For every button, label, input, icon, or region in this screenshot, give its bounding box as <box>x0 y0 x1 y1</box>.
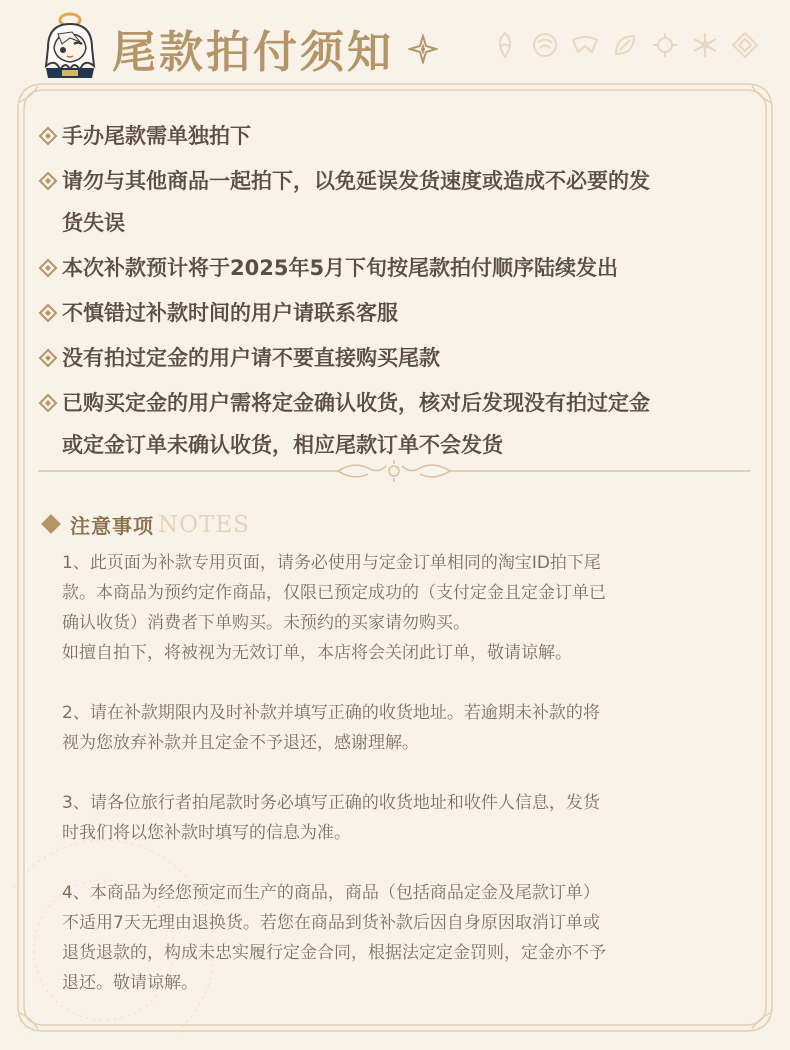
dendro-icon <box>610 30 640 60</box>
diamond-bullet-icon <box>38 385 62 421</box>
diamond-bullet-icon <box>38 295 62 331</box>
cryo-icon <box>690 30 720 60</box>
page-title: 尾款拍付须知 <box>112 27 394 78</box>
list-item-text: 手办尾款需单独拍下 <box>62 124 251 148</box>
hydro-icon <box>650 30 680 60</box>
anemo-icon <box>490 30 520 60</box>
sparkle-icon <box>408 34 438 64</box>
electro-icon <box>570 30 600 60</box>
notes-paragraph: 2、请在补款期限内及时补款并填写正确的收货地址。若逾期未补款的将 视为您放弃补款并且定金不予退还，感谢理解。 <box>62 703 600 753</box>
notes-title-english: NOTES <box>158 512 250 538</box>
notes-paragraph: 4、本商品为经您预定而生产的商品，商品（包括商品定金及尾款订单） 不适用7天无理由退换货。若您在商品到货补款后因自身原因取消订单或 退货退款的，构成未忠实履行定金合同，根据法定定金罚则，定金亦不予 退还。敬请谅解。 <box>62 883 606 993</box>
list-item <box>38 118 738 157</box>
paimon-mascot-icon <box>34 8 106 80</box>
list-item-text: 没有拍过定金的用户请不要直接购买尾款 <box>62 346 440 370</box>
geo-icon <box>530 30 560 60</box>
list-item-text: 请勿与其他商品一起拍下，以免延误发货速度或造成不必要的发 货失误 <box>62 169 650 235</box>
notes-paragraph: 1、此页面为补款专用页面，请务必使用与定金订单相同的淘宝ID拍下尾 款。本商品为预约定作商品，仅限已预定成功的（支付定金且定金订单已 确认收货）消费者下单购买。未预约的买家请勿购买。 如擅自拍下，将被视为无效订单，本店将会关闭此订单，敬请谅解。 <box>62 553 606 663</box>
element-icons <box>490 30 760 64</box>
list-item-text: 不慎错过补款时间的用户请联系客服 <box>62 301 398 325</box>
list-item <box>38 385 738 466</box>
list-item-text: 本次补款预计将于2025年5月下旬按尾款拍付顺序陆续发出 <box>62 256 619 280</box>
diamond-bullet-icon <box>38 250 62 286</box>
page-header <box>0 0 790 88</box>
diamond-icon <box>41 514 61 534</box>
diamond-bullet-icon <box>38 340 62 376</box>
pyro-icon <box>730 30 760 60</box>
list-item <box>38 340 738 379</box>
notes-header <box>40 504 250 544</box>
notes-title: 注意事项 <box>70 513 154 538</box>
ornament-divider <box>38 456 750 486</box>
list-item <box>38 250 738 289</box>
diamond-bullet-icon <box>38 118 62 154</box>
list-item-text: 已购买定金的用户需将定金确认收货，核对后发现没有拍过定金 或定金订单未确认收货，相应尾款订单不会发货 <box>62 391 650 457</box>
list-item <box>38 163 738 244</box>
notes-paragraph: 3、请各位旅行者拍尾款时务必填写正确的收货地址和收件人信息，发货 时我们将以您补款时填写的信息为准。 <box>62 793 600 843</box>
list-item <box>38 295 738 334</box>
notes-body <box>62 548 742 1028</box>
key-points-list <box>38 118 738 472</box>
diamond-bullet-icon <box>38 163 62 199</box>
